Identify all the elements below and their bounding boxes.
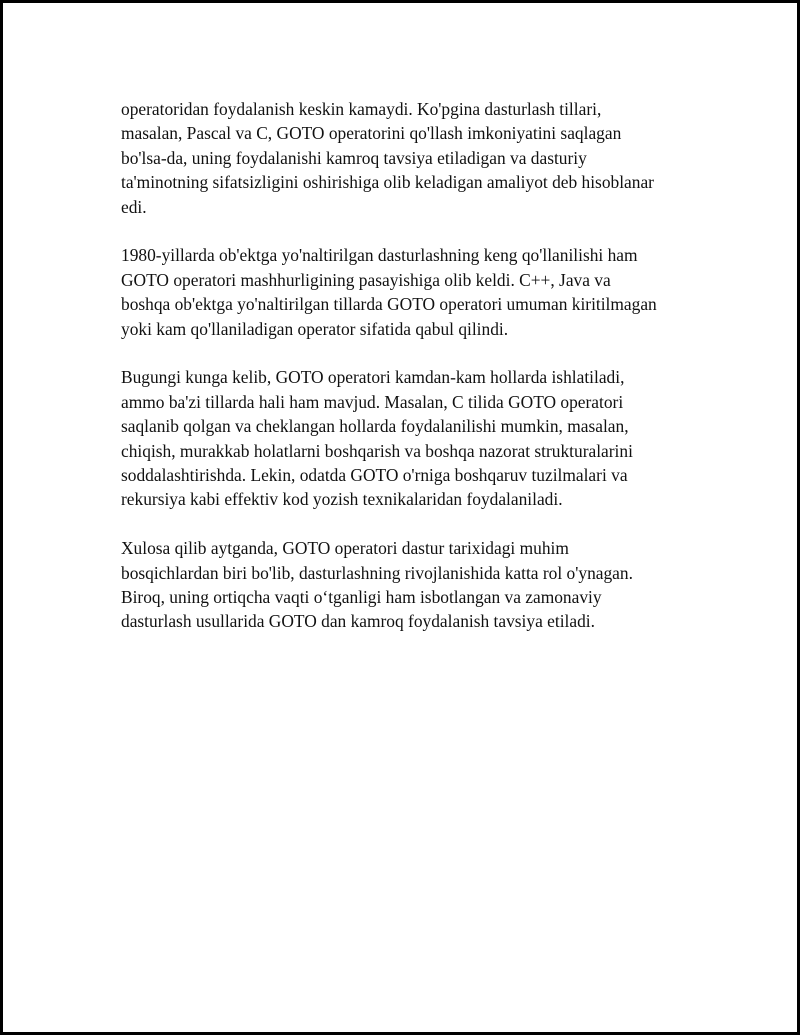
paragraph-1: operatoridan foydalanish keskin kamaydi. Ko'pgina dasturlash tillari, masalan, Pascal va C, GOTO operatorini qo'llash imkoniyatini saqlagan bo'lsa-da, uning foydalanishi kamroq tavsiya etiladigan va dasturiy ta'minotning sifatsizligini oshirishiga olib keladigan amaliyot deb hisoblanar edi. — [121, 99, 654, 217]
paragraph-2: 1980-yillarda ob'ektga yo'naltirilgan dasturlashning keng qo'llanilishi ham GOTO operatori mashhurligining pasayishiga olib keldi. C++, Java va boshqa ob'ektga yo'naltirilgan tillarda GOTO operatori umuman kiritilmagan yoki kam qo'llaniladigan operator sifatida qabul qilindi. — [121, 245, 657, 339]
document-body — [121, 97, 701, 658]
paragraph-3: Bugungi kunga kelib, GOTO operatori kamdan-kam hollarda ishlatiladi, ammo ba'zi tillarda hali ham mavjud. Masalan, C tilida GOTO operatori saqlanib qolgan va cheklangan hollarda foydalanilishi mumkin, masalan, chiqish, murakkab holatlarni boshqarish va boshqa nazorat strukturalarini soddalashtirishda. Lekin, odatda GOTO o'rniga boshqaruv tuzilmalari va rekursiya kabi effektiv kod yozish texnikalaridan foydalaniladi. — [121, 367, 633, 510]
paragraph-4: Xulosa qilib aytganda, GOTO operatori dastur tarixidagi muhim bosqichlardan biri bo'lib, dasturlashning rivojlanishida katta rol o'ynagan. Biroq, uning ortiqcha vaqti o‘tganligi ham isbotlangan va zamonaviy dasturlash usullarida GOTO dan kamroq foydalanish tavsiya etiladi. — [121, 538, 633, 632]
